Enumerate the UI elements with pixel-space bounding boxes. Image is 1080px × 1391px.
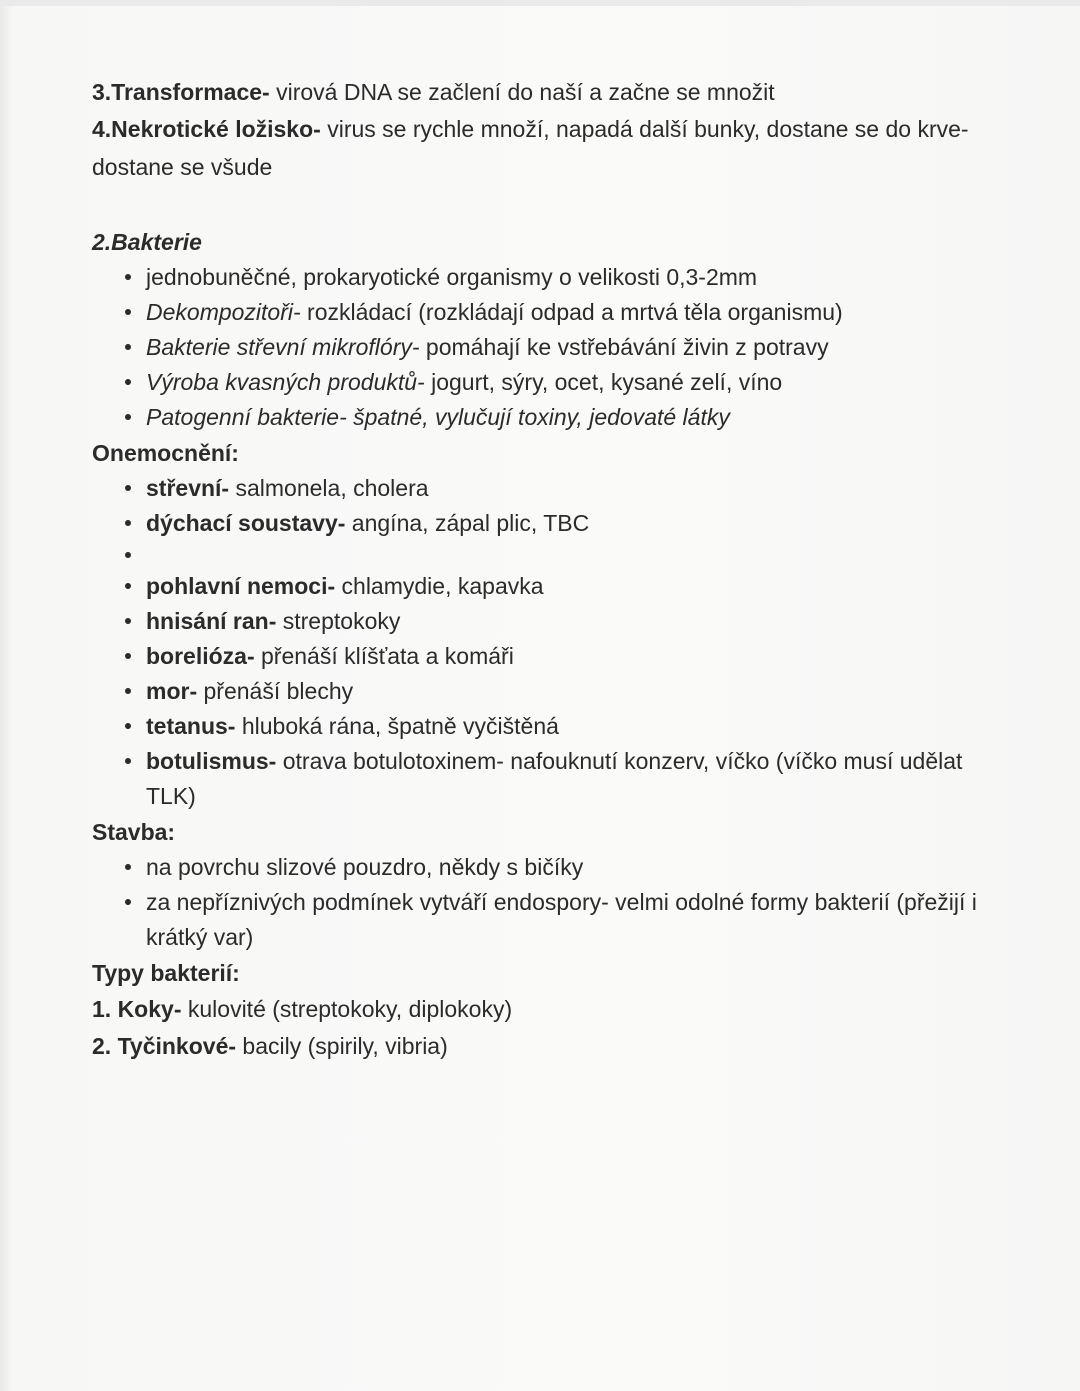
bullet-icon xyxy=(125,758,131,764)
page-top-edge xyxy=(0,0,1080,6)
typy-bakterii-list xyxy=(92,991,992,1065)
bullet-icon xyxy=(125,344,131,350)
item-desc: pomáhají ke vstřebávání živin z potravy xyxy=(419,334,829,360)
bullet-icon xyxy=(125,520,131,526)
item-desc: na povrchu slizové pouzdro, někdy s bičíky xyxy=(146,854,584,880)
bullet-icon xyxy=(125,864,131,870)
onemocneni-list xyxy=(92,471,992,814)
item-term: střevní- xyxy=(146,475,230,501)
list-item-empty xyxy=(92,541,992,569)
section-heading-onemocneni: Onemocnění: xyxy=(92,440,239,466)
bullet-icon xyxy=(125,723,131,729)
item-desc: streptokoky xyxy=(276,608,401,634)
item-term: Bakterie střevní mikroflóry- xyxy=(146,334,420,360)
item-desc: chlamydie, kapavka xyxy=(335,573,544,599)
term-nekroticke-lozisko: 4.Nekrotické ložisko- xyxy=(92,116,321,142)
section-heading-typy-bakterii: Typy bakterií: xyxy=(92,960,240,986)
list-item xyxy=(92,604,992,639)
bullet-icon xyxy=(125,414,131,420)
item-term: mor- xyxy=(146,678,198,704)
list-item xyxy=(92,365,992,400)
bullet-icon xyxy=(125,688,131,694)
item-desc: za nepříznivých podmínek vytváří endospory- velmi odolné formy bakterií (přežijí i krátký var) xyxy=(146,889,977,950)
list-item xyxy=(92,506,992,541)
item-term: hnisání ran- xyxy=(146,608,277,634)
desc-transformace: virová DNA se začlení do naší a začne se množit xyxy=(269,79,775,105)
paragraph-transformace xyxy=(92,74,992,110)
list-item xyxy=(92,260,992,295)
bullet-icon xyxy=(125,899,131,905)
list-item xyxy=(92,850,992,885)
item-term: Patogenní bakterie- špatné, vylučují toxiny, jedovaté látky xyxy=(146,404,730,430)
item-desc: otrava botulotoxinem- nafouknutí konzerv, víčko (víčko musí udělat TLK) xyxy=(146,748,963,809)
list-item xyxy=(92,639,992,674)
bullet-icon xyxy=(125,583,131,589)
term-transformace: 3.Transformace- xyxy=(92,79,270,105)
item-term: botulismus- xyxy=(146,748,277,774)
section-heading-bakterie: 2.Bakterie xyxy=(92,229,202,255)
item-desc: kulovité (streptokoky, diplokoky) xyxy=(181,996,513,1022)
bullet-icon xyxy=(125,379,131,385)
list-item xyxy=(92,400,992,435)
section-heading-stavba: Stavba: xyxy=(92,819,176,845)
list-item xyxy=(92,330,992,365)
document-body xyxy=(92,74,992,1065)
bakterie-list xyxy=(92,260,992,435)
list-item xyxy=(92,709,992,744)
bullet-icon xyxy=(125,653,131,659)
bullet-icon xyxy=(125,552,131,558)
spacer xyxy=(92,186,992,224)
item-desc: angína, zápal plic, TBC xyxy=(345,510,590,536)
paragraph-nekroticke-lozisko xyxy=(92,110,992,186)
bullet-icon xyxy=(125,485,131,491)
item-term: dýchací soustavy- xyxy=(146,510,346,536)
item-term: 1. Koky- xyxy=(92,996,182,1022)
item-desc: rozkládací (rozkládají odpad a mrtvá těla organismu) xyxy=(300,299,843,325)
bullet-icon xyxy=(125,618,131,624)
item-desc: hluboká rána, špatně vyčištěná xyxy=(235,713,559,739)
item-desc: přenáší klíšťata a komáři xyxy=(254,643,514,669)
list-item xyxy=(92,991,992,1028)
stavba-list xyxy=(92,850,992,955)
item-term: tetanus- xyxy=(146,713,236,739)
item-desc: jednobuněčné, prokaryotické organismy o velikosti 0,3-2mm xyxy=(146,264,758,290)
list-item xyxy=(92,744,992,814)
bullet-icon xyxy=(125,309,131,315)
item-term: borelióza- xyxy=(146,643,255,669)
item-term: Dekompozitoři- xyxy=(146,299,301,325)
item-desc: přenáší blechy xyxy=(197,678,354,704)
item-term: Výroba kvasných produktů- xyxy=(146,369,425,395)
item-term: 2. Tyčinkové- xyxy=(92,1033,237,1059)
item-desc: jogurt, sýry, ocet, kysané zelí, víno xyxy=(424,369,783,395)
list-item xyxy=(92,674,992,709)
list-item xyxy=(92,569,992,604)
item-desc: salmonela, cholera xyxy=(229,475,429,501)
item-term: pohlavní nemoci- xyxy=(146,573,336,599)
list-item xyxy=(92,471,992,506)
list-item xyxy=(92,885,992,955)
list-item xyxy=(92,295,992,330)
bullet-icon xyxy=(125,274,131,280)
item-desc: bacily (spirily, vibria) xyxy=(236,1033,448,1059)
desc-nekroticke-lozisko: virus se rychle množí, napadá další bunky, dostane se do krve-dostane se všude xyxy=(92,116,969,180)
list-item xyxy=(92,1028,992,1065)
